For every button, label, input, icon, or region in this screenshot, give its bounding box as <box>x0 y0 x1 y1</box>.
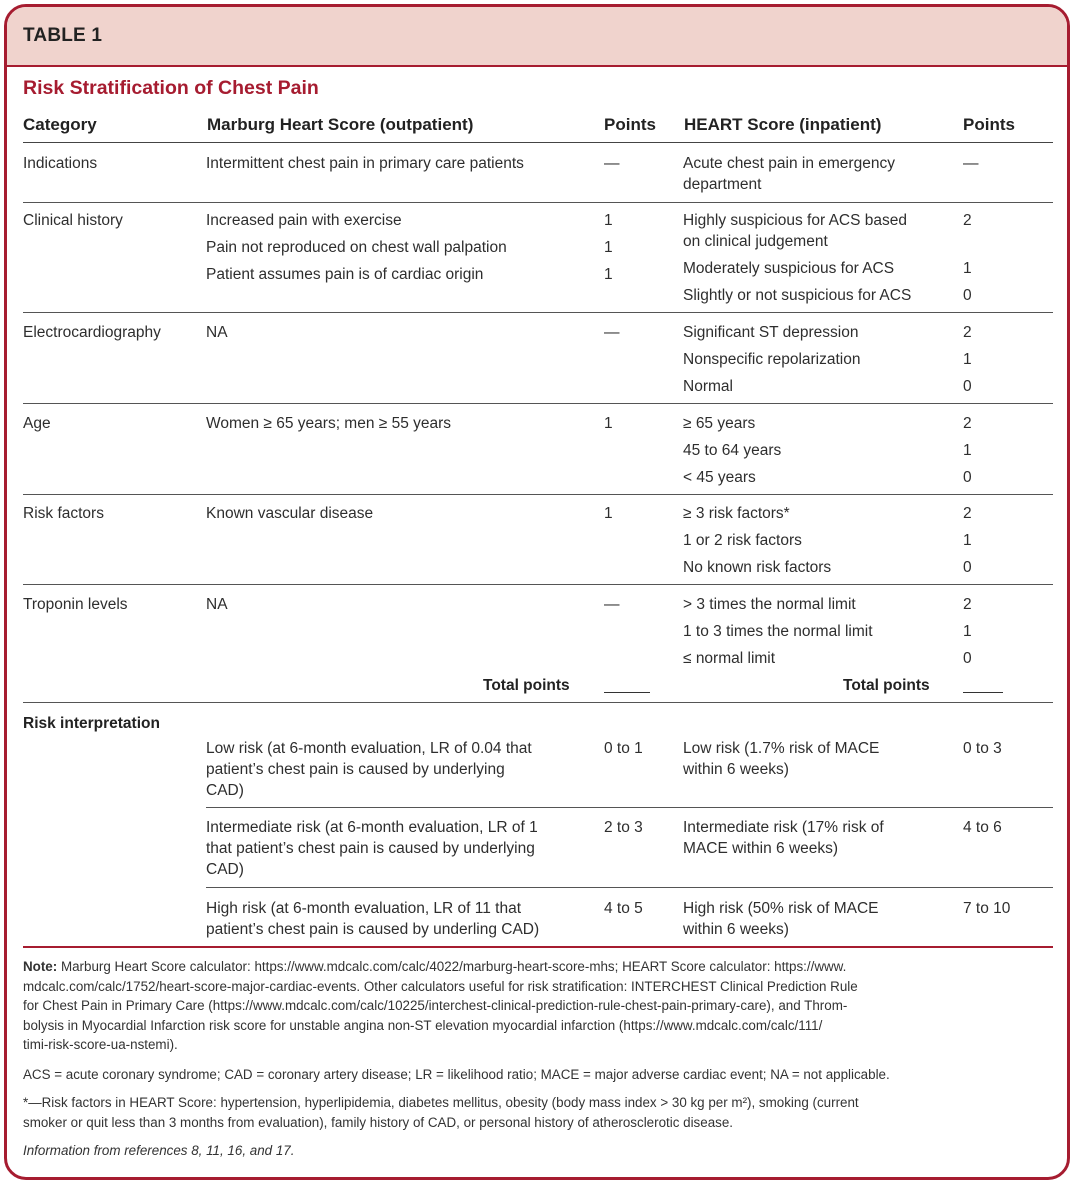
heart-criterion: on clinical judgement <box>683 233 828 250</box>
heart-criterion: No known risk factors <box>683 559 832 576</box>
header-marburg: Marburg Heart Score (outpatient) <box>207 115 474 134</box>
heart-points: 1 <box>963 351 972 368</box>
header-rule <box>23 142 1053 143</box>
heart-points: 1 <box>963 532 972 549</box>
marburg-points: 1 <box>604 266 613 283</box>
marburg-criterion: Pain not reproduced on chest wall palpation <box>206 239 507 256</box>
marburg-risk-points: 4 to 5 <box>604 900 643 917</box>
marburg-points: — <box>604 596 620 613</box>
heart-points: 1 <box>963 442 972 459</box>
heart-points: 0 <box>963 559 972 576</box>
marburg-risk: patient’s chest pain is caused by underlying <box>206 761 505 778</box>
heart-points: 2 <box>963 596 972 613</box>
heart-risk-points: 0 to 3 <box>963 740 1002 757</box>
heart-criterion: Significant ST depression <box>683 324 859 341</box>
heart-points: 0 <box>963 650 972 667</box>
note-label: Note: <box>23 959 58 974</box>
total-points-blank-marburg <box>604 692 650 693</box>
marburg-criterion: NA <box>206 596 228 613</box>
heart-risk: High risk (50% risk of MACE <box>683 900 879 917</box>
heart-risk-points: 7 to 10 <box>963 900 1011 917</box>
heart-risk: within 6 weeks) <box>683 921 789 938</box>
marburg-risk: High risk (at 6-month evaluation, LR of 11 that <box>206 900 522 917</box>
total-points-label-heart: Total points <box>843 677 930 694</box>
heart-risk: Intermediate risk (17% risk of <box>683 819 884 836</box>
heart-criterion: Normal <box>683 378 733 395</box>
category-cell: Troponin levels <box>23 596 128 613</box>
category-cell: Risk factors <box>23 505 104 522</box>
heart-points: 1 <box>963 260 972 277</box>
header-heart: HEART Score (inpatient) <box>684 115 882 134</box>
marburg-risk: that patient’s chest pain is caused by underlying <box>206 840 535 857</box>
header-category: Category <box>23 115 97 134</box>
note-text: Marburg Heart Score calculator: https://www.mdcalc.com/calc/4022/marburg-heart-score-mhs; HEART Score calculator: https://www. <box>60 959 847 974</box>
heart-criterion: 1 or 2 risk factors <box>683 532 802 549</box>
heart-criterion: 1 to 3 times the normal limit <box>683 623 873 640</box>
marburg-risk: CAD) <box>206 782 244 799</box>
total-points-blank-heart <box>963 692 1003 693</box>
category-cell: Indications <box>23 155 98 172</box>
marburg-points: 1 <box>604 239 613 256</box>
marburg-points: 1 <box>604 212 613 229</box>
row-divider <box>23 494 1053 495</box>
heart-criterion: < 45 years <box>683 469 756 486</box>
marburg-risk-points: 2 to 3 <box>604 819 643 836</box>
heart-criterion: > 3 times the normal limit <box>683 596 856 613</box>
heart-risk: Low risk (1.7% risk of MACE <box>683 740 880 757</box>
table-label: TABLE 1 <box>23 25 103 46</box>
category-cell: Clinical history <box>23 212 123 229</box>
row-divider <box>206 807 1053 808</box>
risk-interpretation-label: Risk interpretation <box>23 715 160 732</box>
marburg-criterion: Women ≥ 65 years; men ≥ 55 years <box>206 415 452 432</box>
note-line: bolysis in Myocardial Infarction risk score for unstable angina non-ST elevation myocardial infarction (https://www.mdcalc.com/calc/111/ <box>23 1017 823 1033</box>
row-divider <box>23 403 1053 404</box>
row-divider <box>23 584 1053 585</box>
marburg-risk: CAD) <box>206 861 244 878</box>
footnote <box>23 1093 1051 1132</box>
note-line: for Chest Pain in Primary Care (https://www.mdcalc.com/calc/10225/interchest-clinical-prediction-rule-chest-pain-primary-care), and Throm- <box>23 998 848 1013</box>
heart-risk: within 6 weeks) <box>683 761 789 778</box>
category-cell: Electrocardiography <box>23 324 161 341</box>
heart-criterion: Highly suspicious for ACS based <box>683 212 908 229</box>
marburg-risk-points: 0 to 1 <box>604 740 643 757</box>
marburg-criterion: NA <box>206 324 228 341</box>
marburg-risk: patient’s chest pain is caused by underling CAD) <box>206 921 540 938</box>
row-divider <box>23 312 1053 313</box>
table-card <box>4 4 1070 1180</box>
heart-points: 2 <box>963 505 972 522</box>
heart-points: 2 <box>963 212 972 229</box>
total-points-label-marburg: Total points <box>483 677 570 694</box>
note-line: timi-risk-score-ua-nstemi). <box>23 1037 178 1052</box>
heart-criterion: ≤ normal limit <box>683 650 776 667</box>
note-line <box>23 957 1051 977</box>
heart-points: 0 <box>963 378 972 395</box>
header-points-heart: Points <box>963 115 1015 134</box>
marburg-points: — <box>604 324 620 341</box>
heart-points: 1 <box>963 623 972 640</box>
marburg-risk: Intermediate risk (at 6-month evaluation, LR of 1 <box>206 819 538 836</box>
heart-criterion: department <box>683 176 762 193</box>
row-divider <box>23 702 1053 703</box>
heart-points: 0 <box>963 287 972 304</box>
marburg-criterion: Known vascular disease <box>206 505 374 522</box>
heart-criterion: ≥ 65 years <box>683 415 756 432</box>
table-title: Risk Stratification of Chest Pain <box>23 77 319 99</box>
marburg-risk: Low risk (at 6-month evaluation, LR of 0.04 that <box>206 740 532 757</box>
note-paragraph <box>23 957 1051 1055</box>
heart-points: 2 <box>963 415 972 432</box>
marburg-criterion: Intermittent chest pain in primary care patients <box>206 155 524 172</box>
table-bottom-rule <box>23 946 1053 948</box>
source-line: Information from references 8, 11, 16, and 17. <box>23 1143 295 1158</box>
heart-points: 0 <box>963 469 972 486</box>
marburg-points: 1 <box>604 415 613 432</box>
heart-points: 2 <box>963 324 972 341</box>
heart-criterion: Slightly or not suspicious for ACS <box>683 287 912 304</box>
heart-criterion: 45 to 64 years <box>683 442 782 459</box>
heart-risk: MACE within 6 weeks) <box>683 840 839 857</box>
table-banner <box>7 7 1067 67</box>
marburg-points: 1 <box>604 505 613 522</box>
heart-criterion: ≥ 3 risk factors* <box>683 505 790 522</box>
heart-risk-points: 4 to 6 <box>963 819 1002 836</box>
marburg-points: — <box>604 155 620 172</box>
category-cell: Age <box>23 415 51 432</box>
row-divider <box>206 887 1053 888</box>
heart-criterion: Nonspecific repolarization <box>683 351 861 368</box>
heart-criterion: Acute chest pain in emergency <box>683 155 895 172</box>
header-points-marburg: Points <box>604 115 656 134</box>
footnote-line: *—Risk factors in HEART Score: hypertension, hyperlipidemia, diabetes mellitus, obesity (body mass index > 30 kg per m²), smoking (current <box>23 1095 859 1110</box>
heart-criterion: Moderately suspicious for ACS <box>683 260 895 277</box>
marburg-criterion: Increased pain with exercise <box>206 212 402 229</box>
abbreviations: ACS = acute coronary syndrome; CAD = coronary artery disease; LR = likelihood ratio; MACE = major adverse cardiac event; NA = not applicable. <box>23 1067 890 1082</box>
marburg-criterion: Patient assumes pain is of cardiac origin <box>206 266 484 283</box>
note-line: mdcalc.com/calc/1752/heart-score-major-cardiac-events. Other calculators useful for risk stratification: INTERCHEST Clinical Prediction Rule <box>23 978 858 994</box>
footnote-line: smoker or quit less than 3 months from evaluation), family history of CAD, or personal history of atherosclerotic disease. <box>23 1114 734 1130</box>
heart-points: — <box>963 155 979 172</box>
row-divider <box>23 202 1053 203</box>
